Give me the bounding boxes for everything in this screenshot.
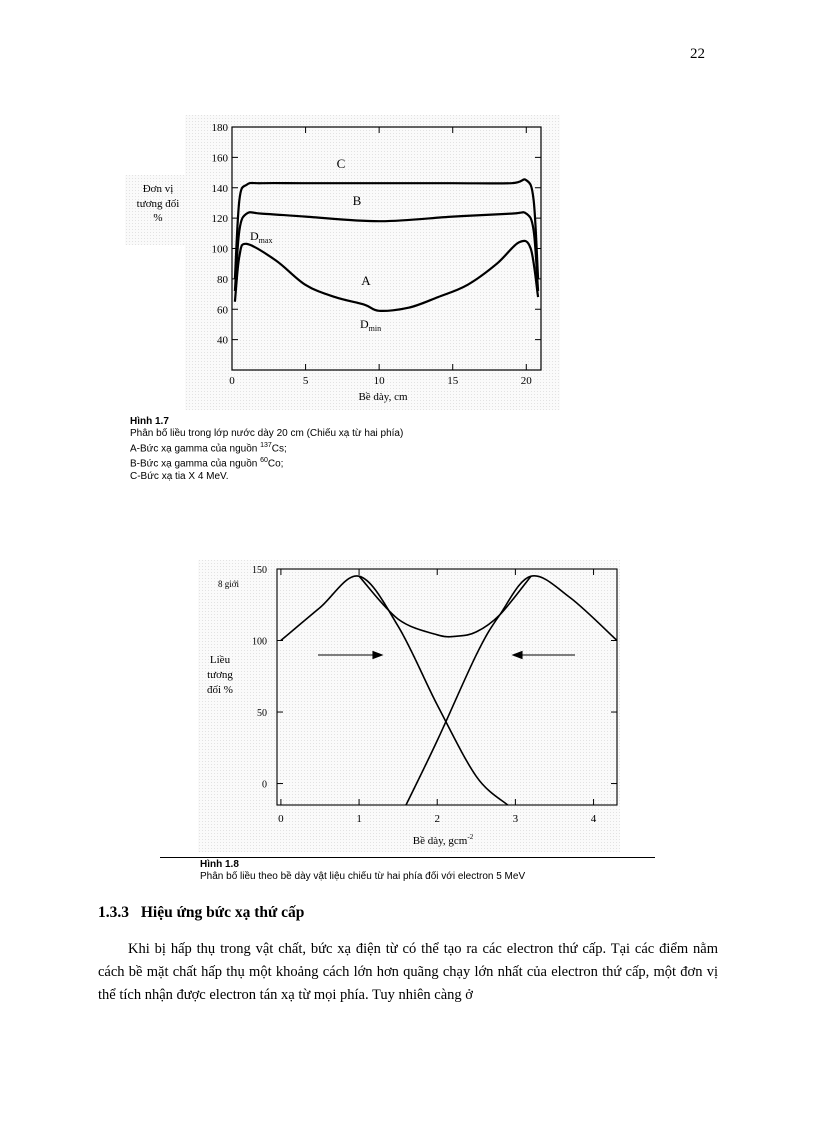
figure-2-caption-rule [160,857,655,858]
figure-1-xtick-label: 15 [447,375,459,387]
figure-1-chart [120,115,560,410]
figure-2-caption [200,859,640,883]
section-number: 1.3.3 [98,904,129,921]
figure-1-caption-b: B-Bức xạ gamma của nguồn $^{60}$Co; [130,457,284,470]
figure-1-label-dmin: $D_{min}$ [360,317,382,333]
figure-2-xtick-label: 3 [512,813,519,825]
figure-2-ytick-label: 0 [262,779,267,791]
figure-1-xtick-label: 20 [520,375,532,387]
figure-1-ytick-label: 140 [211,182,228,195]
figure-2-ylabel-line-3: đối % [207,684,233,696]
figure-1-label-b: B [352,193,362,208]
figure-1-ytick-label: 80 [217,273,228,286]
figure-2-ylabel-line-2: tương [207,669,233,681]
figure-2-caption-title: Phân bố liều theo bề dày vật liệu chiếu từ hai phía đối với electron 5 MeV [200,871,526,882]
figure-1-caption-a: A-Bức xạ gamma của nguồn $^{137}$Cs; [130,442,287,455]
section-heading [98,904,304,922]
figure-1-xtick-label: 5 [302,375,309,387]
figure-1-ylabel-line-1: Đơn vị [142,183,174,195]
figure-2-caption-label: Hình 1.8 [200,859,239,870]
figure-1-caption-title: Phân bố liều trong lớp nước dày 20 cm (Chiếu xạ từ hai phía) [130,428,404,439]
figure-1-ytick-label: 60 [217,304,228,317]
figure-1-label-c: C [336,156,346,171]
figure-1-label-a: A [361,273,371,288]
figure-2-extra-label: 8 giới [218,579,240,589]
figure-1-xtick-label: 10 [373,375,385,387]
figure-1-xtick-label: 0 [229,375,235,387]
figure-2-xtick-label: 2 [434,813,440,825]
figure-2-xtick-label: 4 [590,813,597,825]
body-paragraph: Khi bị hấp thụ trong vật chất, bức xạ điện từ có thể tạo ra các electron thứ cấp. Tại các điểm nằm cách bề mặt chất hấp thụ một khoảng cách lớn hơn quãng chạy lớn nhất của electron thứ cấp, một đơn vị thể tích nhận được electron tán xạ từ mọi phía. Tuy nhiên càng ở [98,941,718,1003]
figure-1-ytick-label: 100 [211,243,228,256]
figure-1-caption [130,416,530,483]
figure-1-ylabel-line-2: tương đối [136,198,180,210]
figure-2-ylabel-line-1: Liều [209,654,231,666]
figure-1-label-dmax: $D_{max}$ [250,229,273,245]
figure-2-background [198,560,620,852]
figure-1-background [185,115,560,410]
figure-2-xtick-label: 1 [356,813,362,825]
figure-1-ytick-label: 120 [211,213,228,226]
page-number: 22 [690,46,705,62]
figure-2-ytick-label: 100 [252,636,267,648]
figure-1-ytick-label: 40 [217,334,228,347]
figure-2-xtick-label: 0 [278,813,284,825]
figure-1-ylabel-line-3: % [153,212,163,224]
figure-1-ytick-label: 180 [211,122,228,134]
figure-2-chart [190,560,630,855]
figure-1-ytick-label: 160 [211,152,228,165]
figure-1-caption-c: C-Bức xạ tia X 4 MeV. [130,470,229,482]
section-title: Hiệu ứng bức xạ thứ cấp [140,904,305,921]
figure-1-caption-label: Hình 1.7 [130,416,169,427]
figure-1-xlabel: Bề dày, cm [358,391,408,403]
figure-2-ytick-label: 50 [257,708,267,720]
figure-2-xlabel: Bề dày, gcm$^{-2}$ [412,833,474,847]
figure-2-ytick-label: 150 [252,565,267,576]
